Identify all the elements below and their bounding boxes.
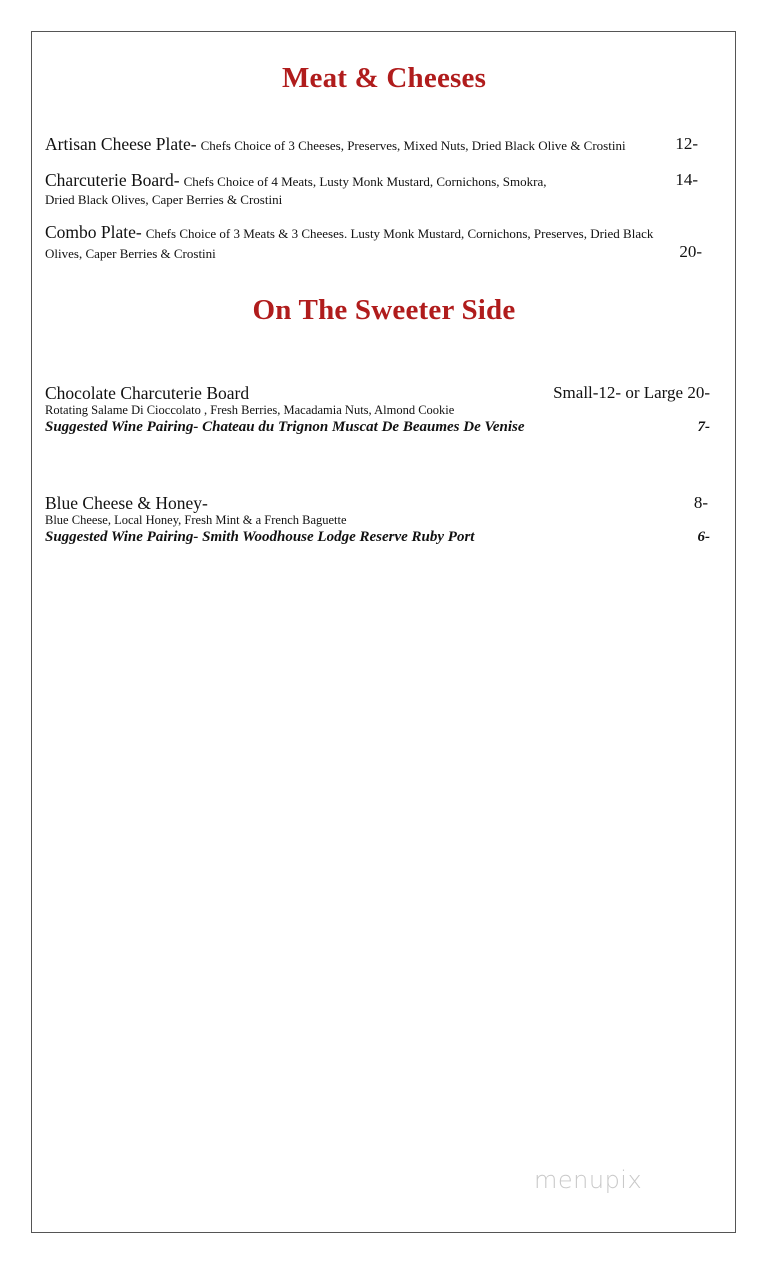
item-price: 14- <box>675 170 698 189</box>
item-name: Combo Plate- <box>45 222 142 242</box>
wine-pairing <box>45 529 710 546</box>
wine-pairing-price: 6- <box>697 529 710 545</box>
wine-pairing-text: Suggested Wine Pairing- Chateau du Trignon Muscat De Beaumes De Venise <box>45 419 525 435</box>
menu-item-combo-plate <box>45 222 710 263</box>
item-description: Chefs Choice of 3 Cheeses, Preserves, Mixed Nuts, Dried Black Olive & Crostini <box>200 138 626 153</box>
menu-page-frame <box>31 31 736 1233</box>
section-title-meat-cheeses: Meat & Cheeses <box>281 62 487 94</box>
menupix-watermark: menupix <box>534 1166 643 1194</box>
item-price: 8- <box>693 493 708 512</box>
item-price: 20- <box>679 242 702 261</box>
item-description: Rotating Salame Di Cioccolato , Fresh Berries, Macadamia Nuts, Almond Cookie <box>45 403 455 417</box>
wine-pairing <box>45 419 710 436</box>
item-name: Artisan Cheese Plate- <box>45 134 197 154</box>
item-description: Blue Cheese, Local Honey, Fresh Mint & a French Baguette <box>45 513 347 527</box>
item-price: Small-12- or Large 20- <box>553 383 710 402</box>
item-name: Charcuterie Board- <box>45 170 180 190</box>
item-description-line2: Olives, Caper Berries & Crostini <box>45 246 216 261</box>
menu-item-blue-cheese-honey <box>45 493 710 514</box>
menu-item-artisan-cheese-plate <box>45 134 710 155</box>
item-name: Chocolate Charcuterie Board <box>45 383 250 403</box>
menu-item-charcuterie-board <box>45 170 710 208</box>
item-name: Blue Cheese & Honey- <box>45 493 208 513</box>
section-title-sweeter-side: On The Sweeter Side <box>252 294 516 326</box>
wine-pairing-text: Suggested Wine Pairing- Smith Woodhouse Lodge Reserve Ruby Port <box>45 529 475 545</box>
item-description: Chefs Choice of 3 Meats & 3 Cheeses. Lusty Monk Mustard, Cornichons, Preserves, Dried Black <box>145 226 654 241</box>
menu-item-chocolate-charcuterie-board <box>45 383 710 404</box>
item-description-line2: Dried Black Olives, Caper Berries & Crostini <box>45 192 283 207</box>
wine-pairing-price: 7- <box>697 419 710 435</box>
item-description: Chefs Choice of 4 Meats, Lusty Monk Mustard, Cornichons, Smokra, <box>183 174 547 189</box>
item-price: 12- <box>675 134 698 153</box>
